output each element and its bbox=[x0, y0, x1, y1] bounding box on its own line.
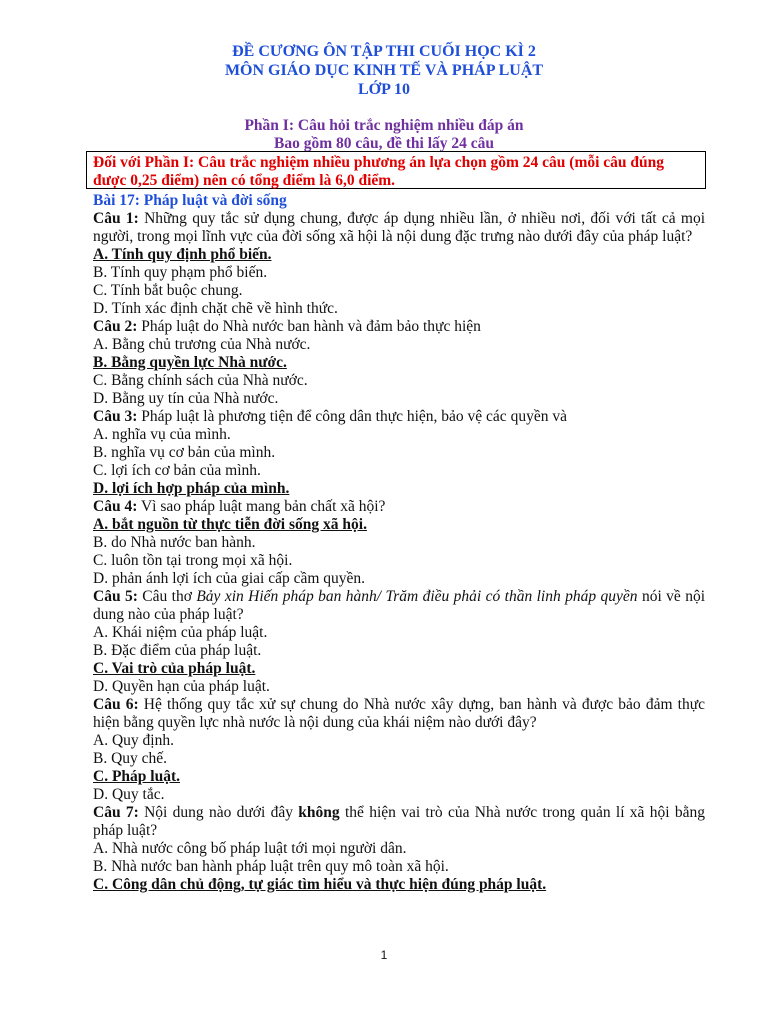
option: B. Đặc điểm của pháp luật. bbox=[93, 642, 262, 659]
question-number: Câu 6: bbox=[93, 696, 139, 713]
question-text: Hệ thống quy tắc xử sự chung do Nhà nước xây dựng, ban hành và được bảo đảm thực hiện bằng quyền lực nhà nước là nội dung của khái niệm nào dưới đây? bbox=[93, 696, 705, 731]
doc-title-grade: LỚP 10 bbox=[357, 81, 410, 98]
option: C. Tính bắt buộc chung. bbox=[93, 282, 243, 299]
option: B. Nhà nước ban hành pháp luật trên quy mô toàn xã hội. bbox=[93, 858, 449, 875]
scoring-note-text: Đối với Phần I: Câu trắc nghiệm nhiều phương án lựa chọn gồm 24 câu (mỗi câu đúng được 0,25 điểm) nên có tổng điểm là 6,0 điểm. bbox=[93, 154, 665, 189]
option: B. Quy chế. bbox=[93, 750, 168, 767]
question-2 bbox=[93, 318, 705, 336]
option-correct: A. Tính quy định phổ biến. bbox=[93, 246, 272, 263]
question-text-pre: Câu thơ bbox=[137, 588, 197, 605]
option: D. Bằng uy tín của Nhà nước. bbox=[93, 390, 279, 407]
question-text-pre: Nội dung nào dưới đây bbox=[138, 804, 299, 821]
question-text-post: thể hiện vai trò của Nhà nước trong quản lí xã hội bằng pháp luật? bbox=[93, 804, 705, 839]
option: C. Bằng chính sách của Nhà nước. bbox=[93, 372, 308, 389]
question-5 bbox=[93, 588, 705, 624]
option-correct: D. lợi ích hợp pháp của mình. bbox=[93, 480, 290, 497]
option: A. Quy định. bbox=[93, 732, 174, 749]
question-number: Câu 3: bbox=[93, 408, 138, 425]
question-list bbox=[93, 192, 705, 894]
option: A. nghĩa vụ của mình. bbox=[93, 426, 231, 443]
scoring-note-box bbox=[86, 151, 706, 189]
poem-quote: Bảy xin Hiến pháp ban hành/ Trăm điều phải có thần linh pháp quyền bbox=[196, 588, 638, 605]
option: D. phản ánh lợi ích của giai cấp cầm quyền. bbox=[93, 570, 366, 587]
question-number: Câu 5: bbox=[93, 588, 138, 605]
question-text: Những quy tắc sử dụng chung, được áp dụng nhiều lần, ở nhiều nơi, đối với tất cả mọi người, trong mọi lĩnh vực của đời sống xã hội là nội dung đặc trưng nào dưới đây của pháp luật? bbox=[93, 210, 705, 245]
question-1 bbox=[93, 210, 705, 246]
option: D. Quyền hạn của pháp luật. bbox=[93, 678, 270, 695]
doc-title-line1: ĐỀ CƯƠNG ÔN TẬP THI CUỐI HỌC KÌ 2 bbox=[232, 43, 536, 60]
question-4 bbox=[93, 498, 705, 516]
option: A. Bằng chủ trương của Nhà nước. bbox=[93, 336, 311, 353]
option: B. Tính quy phạm phổ biến. bbox=[93, 264, 268, 281]
option: C. luôn tồn tại trong mọi xã hội. bbox=[93, 552, 293, 569]
option: A. Khái niệm của pháp luật. bbox=[93, 624, 268, 641]
question-text-post: nói về nội dung nào của pháp luật? bbox=[93, 588, 706, 623]
emphasis-khong: không bbox=[298, 804, 340, 821]
lesson-heading: Bài 17: Pháp luật và đời sống bbox=[93, 192, 287, 209]
option: C. lợi ích cơ bản của mình. bbox=[93, 462, 261, 479]
option-correct: B. Bằng quyền lực Nhà nước. bbox=[93, 354, 287, 371]
option: D. Quy tắc. bbox=[93, 786, 165, 803]
question-text: Pháp luật là phương tiện để công dân thực hiện, bảo vệ các quyền và bbox=[137, 408, 567, 425]
question-number: Câu 1: bbox=[93, 210, 139, 227]
question-text: Vì sao pháp luật mang bản chất xã hội? bbox=[137, 498, 386, 515]
option: B. nghĩa vụ cơ bản của mình. bbox=[93, 444, 276, 461]
option: B. do Nhà nước ban hành. bbox=[93, 534, 256, 551]
question-7 bbox=[93, 804, 705, 840]
option-correct: A. bắt nguồn từ thực tiễn đời sống xã hội. bbox=[93, 516, 367, 533]
question-number: Câu 2: bbox=[93, 318, 138, 335]
question-6 bbox=[93, 696, 705, 732]
option: A. Nhà nước công bố pháp luật tới mọi người dân. bbox=[93, 840, 407, 857]
page-number: 1 bbox=[380, 948, 388, 962]
option-correct: C. Pháp luật. bbox=[93, 768, 180, 785]
question-number: Câu 4: bbox=[93, 498, 138, 515]
part-title: Phần I: Câu hỏi trắc nghiệm nhiều đáp án bbox=[244, 117, 524, 134]
option-correct: C. Vai trò của pháp luật. bbox=[93, 660, 256, 677]
option-correct: C. Công dân chủ động, tự giác tìm hiểu và thực hiện đúng pháp luật. bbox=[93, 876, 547, 893]
option: D. Tính xác định chặt chẽ về hình thức. bbox=[93, 300, 338, 317]
doc-title-line2: MÔN GIÁO DỤC KINH TẾ VÀ PHÁP LUẬT bbox=[224, 62, 544, 79]
question-3 bbox=[93, 408, 705, 426]
question-number: Câu 7: bbox=[93, 804, 139, 821]
question-text: Pháp luật do Nhà nước ban hành và đảm bảo thực hiện bbox=[137, 318, 481, 335]
part-subtitle: Bao gồm 80 câu, đề thi lấy 24 câu bbox=[273, 135, 495, 152]
